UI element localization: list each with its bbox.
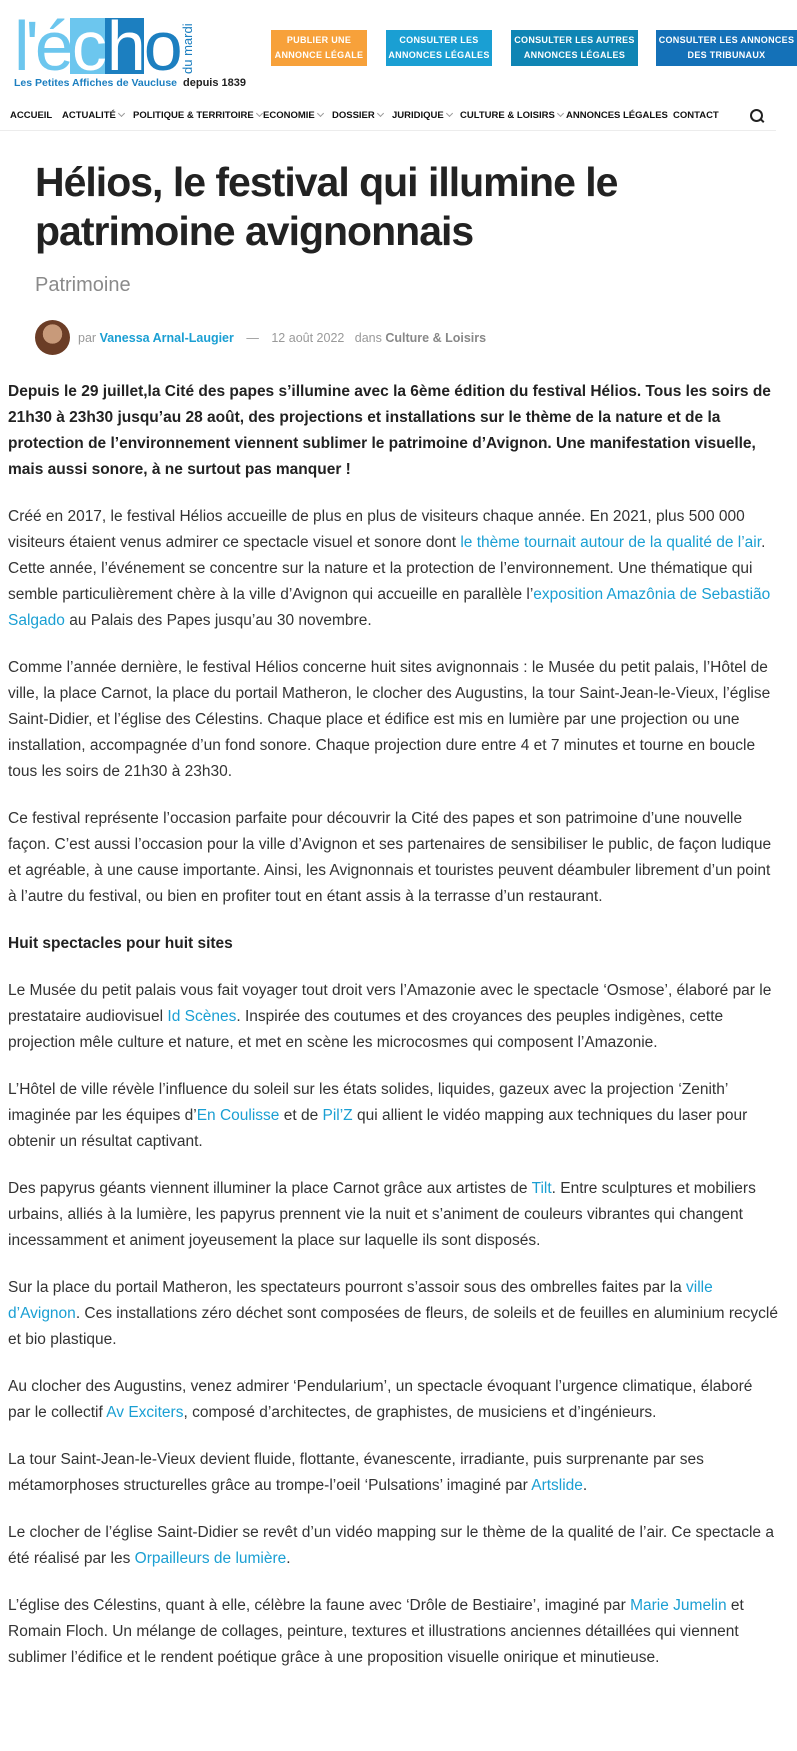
chevron-down-icon bbox=[256, 110, 263, 117]
logo-since: depuis 1839 bbox=[183, 77, 246, 89]
paragraph bbox=[8, 1447, 778, 1499]
paragraph bbox=[8, 978, 778, 1056]
nav-item-accueil[interactable] bbox=[10, 110, 52, 121]
nav-item-juridique[interactable] bbox=[392, 110, 452, 121]
button-line-2: ANNONCES LÉGALES bbox=[523, 50, 626, 60]
site-header bbox=[0, 0, 797, 100]
nav-item-dossier[interactable] bbox=[332, 110, 383, 121]
text: qui allient le vidéo mapping aux techniques du laser pour obtenir un résultat captivant. bbox=[8, 1107, 748, 1150]
chevron-down-icon bbox=[377, 110, 384, 117]
logo-letters-le: l'é bbox=[14, 7, 70, 85]
logo-letter-o: o bbox=[143, 7, 179, 85]
nav-label: ANNONCES LÉGALES bbox=[566, 110, 668, 121]
paragraph bbox=[8, 504, 778, 634]
article-body bbox=[8, 379, 778, 1692]
nav-item-economie[interactable] bbox=[263, 110, 323, 121]
link-ville-avignon[interactable]: ville d’Avignon bbox=[8, 1279, 713, 1322]
paragraph bbox=[8, 1374, 778, 1426]
chevron-down-icon bbox=[118, 110, 125, 117]
paragraph bbox=[8, 1077, 778, 1155]
text: Des papyrus géants viennent illuminer la place Carnot grâce aux artistes de bbox=[8, 1180, 532, 1197]
nav-label: ACCUEIL bbox=[10, 110, 53, 121]
text: . Inspirée des coutumes et des croyances des peuples indigènes, cette projection mêle culture et nature, et met en scène les microcosmes qui composent l’Amazonie. bbox=[8, 1008, 724, 1051]
site-logo[interactable] bbox=[14, 7, 246, 92]
text: Le Musée du petit palais vous fait voyager tout droit vers l’Amazonie avec le spectacle ‘Osmose’, élaboré par le prestataire audiovisuel bbox=[8, 982, 772, 1025]
link-orpailleurs[interactable]: Orpailleurs de lumière bbox=[134, 1550, 287, 1567]
nav-label: ECONOMIE bbox=[263, 110, 315, 121]
category-link[interactable]: Culture & Loisirs bbox=[385, 331, 487, 345]
view-court-notices-button[interactable] bbox=[656, 30, 797, 66]
text: Créé en 2017, le festival Hélios accueille de plus en plus de visiteurs chaque année. En 2021, plus 500 000 visiteurs étaient venus admirer ce spectacle visuel et sonore dont bbox=[8, 508, 745, 551]
paragraph: Comme l’année dernière, le festival Hélios concerne huit sites avignonnais : le Musée du petit palais, l’Hôtel de ville, la place Carnot, la place du portail Matheron, le clocher des Augustins, la tour Saint-Jean-le-Vieux, l’église Saint-Didier, et l’église des Célestins. Chaque place et édifice est mis en lumière par une projection ou une installation, accompagnée d’un fond sonore. Chaque projection dure entre 4 et 7 minutes et tourne en boucle tous les soirs de 21h30 à 23h30. bbox=[8, 659, 771, 780]
author-link[interactable]: Vanessa Arnal-Laugier bbox=[99, 331, 234, 345]
text: La tour Saint-Jean-le-Vieux devient fluide, flottante, évanescente, irradiante, puis surprenante par ses métamorphoses structurelles grâce au trompe-l’oeil ‘Pulsations’ imaginé par bbox=[8, 1451, 704, 1494]
text: Le clocher de l’église Saint-Didier se revêt d’un vidéo mapping sur le thème de la qualité de l’air. Ce spectacle a été réalisé par les bbox=[8, 1524, 774, 1567]
text: . bbox=[582, 1477, 588, 1494]
view-legal-notices-button[interactable] bbox=[386, 30, 492, 66]
link-artslide[interactable]: Artslide bbox=[531, 1477, 583, 1494]
link-marie-jumelin[interactable]: Marie Jumelin bbox=[630, 1597, 727, 1614]
text: . bbox=[286, 1550, 291, 1567]
text: et de bbox=[279, 1107, 323, 1124]
nav-item-politique[interactable] bbox=[133, 110, 262, 121]
button-line-2: ANNONCE LÉGALE bbox=[274, 50, 364, 60]
link-en-coulisse[interactable]: En Coulisse bbox=[196, 1107, 280, 1124]
link-theme-air-quality[interactable]: le thème tournait autour de la qualité de l’air bbox=[460, 534, 762, 551]
link-av-exciters[interactable]: Av Exciters bbox=[106, 1404, 184, 1421]
nav-item-contact[interactable] bbox=[673, 110, 719, 121]
text: . Ces installations zéro déchet sont composées de fleurs, de soleils et de feuilles en aluminium recyclé et bio plastique. bbox=[8, 1305, 778, 1348]
paragraph: Ce festival représente l’occasion parfaite pour découvrir la Cité des papes et son patrimoine d’une nouvelle façon. C’est aussi l’occasion pour la ville d’Avignon et ses partenaires de sensibiliser le public, de façon ludique et agréable, à une cause importante. Ainsi, les Avignonnais et touristes peuvent déambuler librement d’un point à l’autre du festival, ou bien en profiter tout en étant assis à la terrasse d’un restaurant. bbox=[8, 810, 772, 905]
article-title: Hélios, le festival qui illumine le patrimoine avignonnais bbox=[35, 159, 618, 254]
text: au Palais des Papes jusqu’au 30 novembre. bbox=[64, 612, 372, 629]
text: L’Hôtel de ville révèle l’influence du soleil sur les états solides, liquides, gazeux avec la projection ‘Zenith’ imaginée par les équipes d’ bbox=[8, 1081, 728, 1124]
main-nav bbox=[0, 100, 776, 131]
paragraph bbox=[8, 1176, 778, 1254]
nav-label: POLITIQUE & TERRITOIRE bbox=[133, 110, 254, 121]
section-heading: Huit spectacles pour huit sites bbox=[8, 935, 233, 952]
article-date: 12 août 2022 bbox=[271, 331, 345, 345]
chevron-down-icon bbox=[317, 110, 324, 117]
paragraph bbox=[8, 1275, 778, 1353]
link-id-scenes[interactable]: Id Scènes bbox=[167, 1008, 237, 1025]
logo-du-mardi: du mardi bbox=[179, 23, 195, 74]
logo-letter-c: c bbox=[71, 7, 103, 85]
article-meta bbox=[78, 331, 486, 345]
link-tilt[interactable]: Tilt bbox=[531, 1180, 552, 1197]
meta-separator: — bbox=[246, 331, 259, 345]
nav-label: JURIDIQUE bbox=[392, 110, 444, 121]
nav-label: ACTUALITÉ bbox=[62, 110, 116, 121]
logo-letter-h: h bbox=[106, 7, 142, 85]
link-pilz[interactable]: Pil’Z bbox=[322, 1107, 353, 1124]
chevron-down-icon bbox=[446, 110, 453, 117]
text: Au clocher des Augustins, venez admirer ‘Pendularium’, un spectacle évoquant l’urgence climatique, élaboré par le collectif bbox=[8, 1378, 753, 1421]
button-line-2: ANNONCES LÉGALES bbox=[388, 50, 490, 60]
text: L’église des Célestins, quant à elle, célèbre la faune avec ‘Drôle de Bestiaire’, imaginé par bbox=[8, 1597, 631, 1614]
nav-item-actualite[interactable] bbox=[62, 110, 124, 121]
button-line-1: CONSULTER LES AUTRES bbox=[514, 35, 635, 45]
text: . Cette année, l’événement se concentre sur la nature et la protection de l’environnement. Une thématique qui semble particulièrement chère à la ville d’Avignon qui accueille en parallèle l’ bbox=[8, 534, 766, 603]
nav-label: CONTACT bbox=[673, 110, 719, 121]
logo-tagline: Les Petites Affiches de Vaucluse bbox=[14, 77, 178, 89]
button-line-2: DES TRIBUNAUX bbox=[687, 50, 766, 60]
logo-tagline-row bbox=[14, 77, 246, 89]
text: et Romain Floch. Un mélange de collages, peinture, textures et illustrations anciennes détaillées qui viennent sublimer l’édifice et le rendent poétique grâce à une proposition visuelle onirique et minutieuse. bbox=[8, 1597, 744, 1666]
text: , composé d’architectes, de graphistes, de musiciens et d’ingénieurs. bbox=[183, 1404, 657, 1421]
button-line-1: CONSULTER LES ANNONCES bbox=[658, 35, 795, 45]
paragraph bbox=[8, 1593, 778, 1671]
meta-in: dans bbox=[354, 331, 382, 345]
nav-item-culture[interactable] bbox=[460, 110, 563, 121]
button-line-1: CONSULTER LES bbox=[399, 35, 479, 45]
view-other-legal-notices-button[interactable] bbox=[511, 30, 638, 66]
article-lead: Depuis le 29 juillet,la Cité des papes s’illumine avec la 6ème édition du festival Hélios. Tous les soirs de 21h30 à 23h30 jusqu’au 28 août, des projections et installations sur le thème de la nature et de la protection de l’environnement viennent sublimer le patrimoine d’Avignon. Une manifestation visuelle, mais aussi sonore, à ne surtout pas manquer ! bbox=[8, 383, 771, 478]
paragraph bbox=[8, 1520, 778, 1572]
nav-item-annonces[interactable] bbox=[566, 110, 668, 121]
meta-by: par bbox=[78, 331, 97, 345]
text: . Entre sculptures et mobiliers urbains, alliés à la lumière, les papyrus prennent vie la nuit et s’animent de couleurs vibrantes qui changent incessamment et animent joyeusement la place sur laquelle ils sont disposés. bbox=[8, 1180, 756, 1249]
search-icon[interactable] bbox=[750, 109, 763, 122]
article-subtitle: Patrimoine bbox=[35, 274, 131, 296]
button-line-1: PUBLIER UNE bbox=[286, 35, 352, 45]
author-avatar[interactable] bbox=[35, 320, 70, 355]
nav-label: DOSSIER bbox=[332, 110, 375, 121]
link-amazonia-exhibition[interactable]: exposition Amazônia de Sebastião Salgado bbox=[8, 586, 771, 629]
text: Sur la place du portail Matheron, les spectateurs pourront s’assoir sous des ombrelles faites par la bbox=[8, 1279, 687, 1296]
nav-label: CULTURE & LOISIRS bbox=[460, 110, 555, 121]
chevron-down-icon bbox=[557, 110, 564, 117]
publish-legal-notice-button[interactable] bbox=[271, 30, 367, 66]
